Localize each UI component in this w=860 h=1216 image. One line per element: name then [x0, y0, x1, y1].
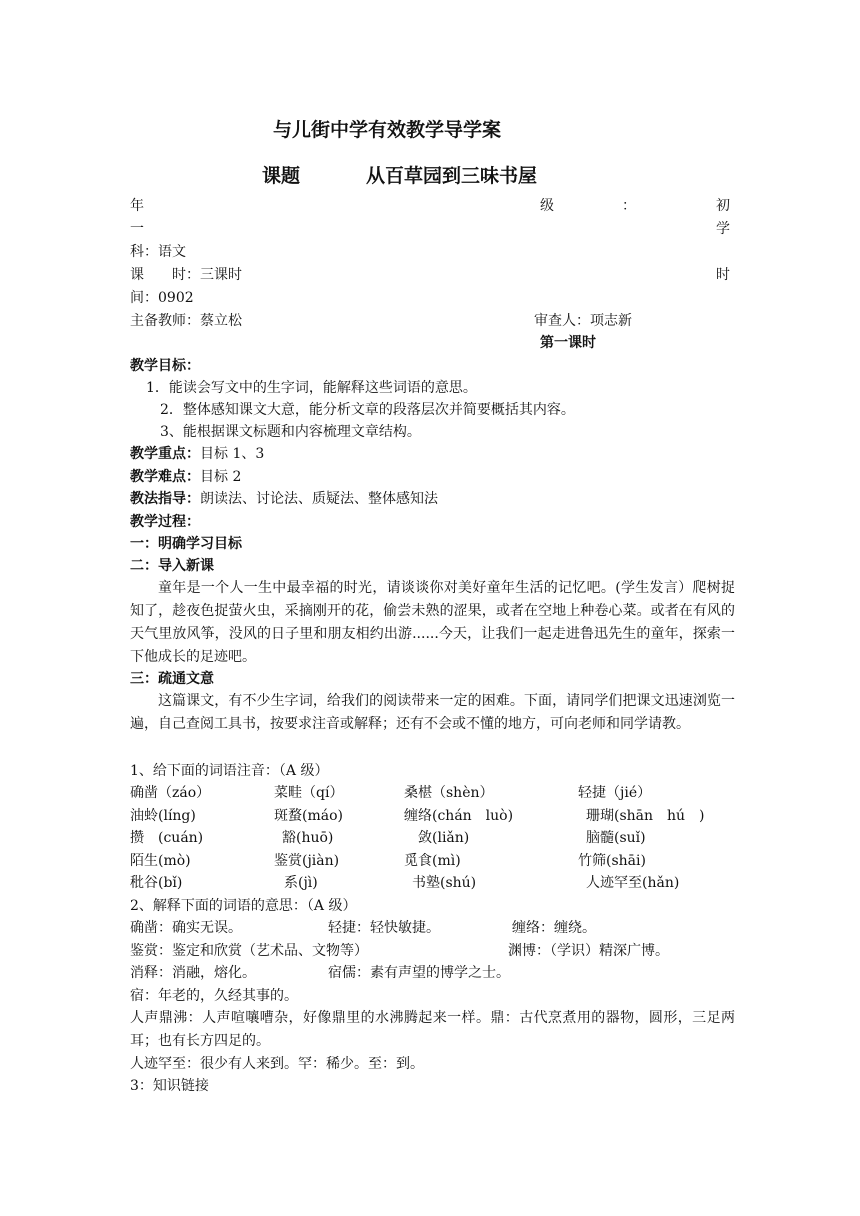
pinyin-item: 轻捷（jié） [578, 785, 652, 801]
grade-colon: ： [622, 198, 636, 214]
grade-label-mid: 级 [540, 198, 554, 214]
lead-teacher: 主备教师：蔡立松 [130, 313, 242, 329]
meaning-item: 人声鼎沸：人声喧嚷嘈杂，好像鼎里的水沸腾起来一样。鼎：古代烹煮用的器物，圆形，三足两耳；也有长方四足的。 [130, 1010, 735, 1049]
pinyin-item: 陌生(mò) [130, 853, 191, 869]
pinyin-item: 敛(liǎn) [418, 830, 470, 846]
pinyin-item: 豁(huō) [282, 830, 334, 846]
pinyin-item: 书塾(shú) [412, 875, 477, 891]
intro-paragraph: 童年是一个人一生中最幸福的时光，请谈谈你对美好童年生活的记忆吧。(学生发言）爬树捉知了，趁夜色捉萤火虫，采摘刚开的花，偷尝未熟的涩果，或者在空地上种卷心菜。或者在有风的天气里放风筝，没风的日子里和朋友相约出游......今天，让我们一起走进鲁迅先生的童年，探索一下他成长的足迹吧。 [130, 580, 735, 665]
pinyin-item: 确凿（záo） [130, 785, 211, 801]
meaning-item: 鉴赏：鉴定和欣赏（艺术品、文物等） [130, 943, 368, 959]
meaning-item: 人迹罕至：很少有人来到。罕：稀少。至：到。 [130, 1056, 424, 1072]
goal-item-1: 1．能读会写文中的生字词，能解释这些词语的意思。 [146, 380, 477, 396]
document-title: 与儿街中学有效教学导学案 [273, 119, 502, 141]
subject-line: 科：语文 [130, 244, 186, 260]
reading-paragraph: 这篇课文，有不少生字词，给我们的阅读带来一定的困难。下面，请同学们把课文迅速浏览一遍，自己查阅工具书，按要求注音或解释；还有不会或不懂的地方，可向老师和同学请教。 [130, 693, 735, 732]
grade-label-left: 年 [130, 198, 144, 214]
difficulty-value: 目标 2 [200, 469, 242, 485]
pinyin-item: 菜畦（qí） [274, 785, 344, 801]
pinyin-item: 缠络(chán luò) [404, 808, 514, 824]
goals-heading: 教学目标： [130, 358, 200, 374]
reviewer: 审查人：项志新 [534, 313, 632, 329]
method-line [130, 488, 438, 510]
key-point-value: 目标 1、3 [200, 446, 265, 462]
pinyin-item: 攒 (cuán) [130, 830, 204, 846]
lesson-label: 课题 [262, 165, 301, 187]
meaning-heading: 2、解释下面的词语的意思：（A 级） [130, 898, 357, 914]
method-label: 教法指导： [130, 491, 200, 507]
pinyin-item: 脑髓(suǐ) [586, 830, 646, 846]
lesson-number: 第一课时 [540, 335, 596, 351]
goal-item-3: 3、能根据课文标题和内容梳理文章结构。 [160, 424, 421, 440]
pinyin-item: 秕谷(bǐ) [130, 875, 183, 891]
pinyin-item: 鉴赏(jiàn) [274, 853, 340, 869]
pinyin-item: 珊瑚(shān hú ) [586, 808, 705, 824]
meaning-item: 缠络：缠绕。 [512, 920, 596, 936]
lesson-name: 从百草园到三味书屋 [366, 165, 538, 187]
meaning-item: 宿：年老的，久经其事的。 [130, 988, 298, 1004]
grade-value-right: 初 [716, 198, 730, 214]
grade-value-cont: 一 [130, 221, 144, 237]
meaning-item: 消释：消融，熔化。 [130, 965, 256, 981]
pinyin-item: 油蛉(líng) [130, 808, 196, 824]
process-heading: 教学过程： [130, 514, 200, 530]
subject-label-right: 学 [716, 221, 730, 237]
pinyin-item: 竹筛(shāi) [578, 853, 646, 869]
pinyin-item: 人迹罕至(hǎn) [586, 875, 680, 891]
meaning-item: 渊博：（学识）精深广博。 [508, 943, 669, 959]
pinyin-item: 桑椹（shèn） [404, 785, 494, 801]
pinyin-item: 系(jì) [284, 875, 318, 891]
section-heading-3: 三：疏通文意 [130, 671, 214, 687]
section-heading-1: 一：明确学习目标 [130, 536, 242, 552]
section-heading-2: 二：导入新课 [130, 558, 214, 574]
meaning-item: 轻捷：轻快敏捷。 [328, 920, 440, 936]
difficulty-line [130, 466, 241, 488]
knowledge-heading: 3：知识链接 [130, 1078, 209, 1094]
pinyin-heading: 1、给下面的词语注音：（A 级） [130, 763, 329, 779]
method-value: 朗读法、讨论法、质疑法、整体感知法 [200, 491, 438, 507]
key-point-line [130, 443, 264, 465]
period-line: 课 时：三课时 [130, 267, 242, 283]
meaning-item: 宿儒：素有声望的博学之士。 [328, 965, 510, 981]
pinyin-item: 觅食(mì) [404, 853, 461, 869]
difficulty-label: 教学难点： [130, 469, 200, 485]
meaning-item: 确凿：确实无误。 [130, 920, 242, 936]
time-line: 间：0902 [130, 290, 194, 306]
pinyin-item: 斑蝥(máo) [274, 808, 343, 824]
key-point-label: 教学重点： [130, 446, 200, 462]
period-label-right: 时 [716, 267, 730, 283]
goal-item-2: 2．整体感知课文大意，能分析文章的段落层次并简要概括其内容。 [160, 402, 575, 418]
